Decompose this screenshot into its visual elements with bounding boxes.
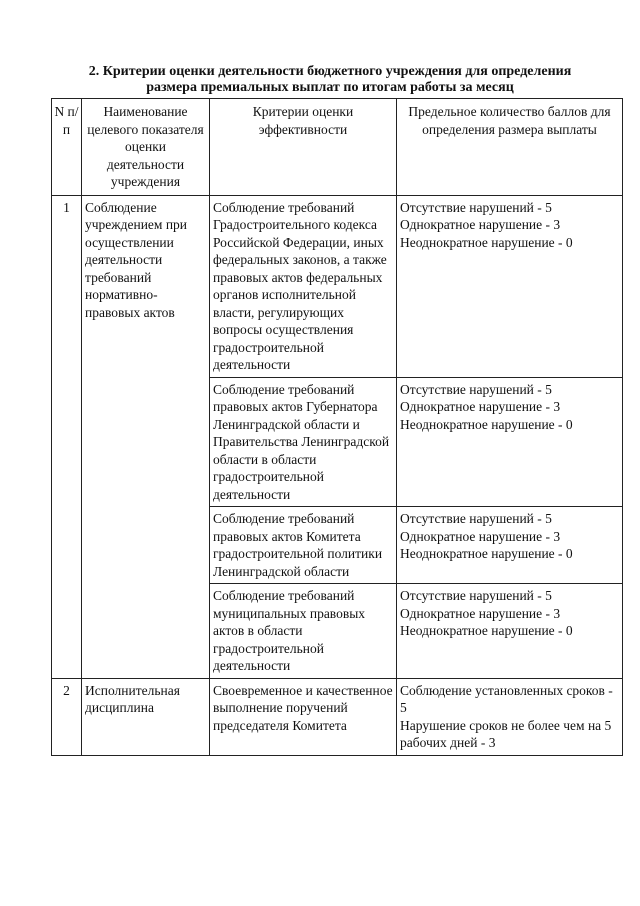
points-cell	[397, 195, 623, 377]
points-line: Однократное нарушение - 3	[400, 605, 561, 621]
points-line: Соблюдение установленных сроков - 5	[400, 682, 613, 715]
criteria-cell: Соблюдение требований правовых актов Губернатора Ленинградской области и Правительства Ленинградской области в области градостроительной деятельности	[210, 377, 397, 507]
heading-line-1: 2. Критерии оценки деятельности бюджетного учреждения для определения	[88, 64, 572, 79]
points-line: Однократное нарушение - 3	[400, 217, 561, 232]
points-line: Неоднократное нарушение - 0	[400, 416, 573, 432]
points-line: Отсутствие нарушений - 5	[400, 511, 552, 526]
points-line: Неоднократное нарушение - 0	[400, 234, 573, 250]
header-indicator: Наименование целевого показателя оценки деятельности учреждения	[82, 99, 210, 196]
points-cell	[397, 584, 623, 679]
points-line: Отсутствие нарушений - 5	[400, 199, 552, 215]
indicator-cell: Исполнительная дисциплина	[82, 678, 210, 755]
criteria-table	[51, 98, 623, 756]
header-points: Предельное количество баллов для определения размера выплаты	[397, 99, 623, 196]
points-line: Однократное нарушение - 3	[400, 399, 561, 414]
header-num: N п/п	[52, 99, 82, 196]
criteria-cell: Своевременное и качественное выполнение поручений председателя Комитета	[210, 678, 397, 755]
table-header-row	[52, 99, 623, 196]
criteria-cell: Соблюдение требований правовых актов Комитета градостроительной политики Ленинградской области	[210, 507, 397, 584]
document-heading	[50, 64, 610, 96]
row-number: 1	[52, 195, 82, 678]
row-number: 2	[52, 678, 82, 755]
points-cell	[397, 678, 623, 755]
points-line: Неоднократное нарушение - 0	[400, 623, 573, 638]
points-cell	[397, 377, 623, 507]
criteria-cell: Соблюдение требований муниципальных правовых актов в области градостроительной деятельности	[210, 584, 397, 679]
criteria-cell: Соблюдение требований Градостроительного кодекса Российской Федерации, иных федеральных законов, а также правовых актов федеральных органов исполнительной власти, регулирующих вопросы осуществления градостроительной деятельности	[210, 195, 397, 377]
table-row	[52, 678, 623, 755]
points-cell	[397, 507, 623, 584]
points-line: Нарушение сроков не более чем на 5 рабочих дней - 3	[400, 717, 612, 750]
points-line: Отсутствие нарушений - 5	[400, 588, 552, 603]
points-line: Неоднократное нарушение - 0	[400, 546, 573, 561]
heading-line-2: размера премиальных выплат по итогам работы за месяц	[146, 80, 514, 95]
table-row	[52, 195, 623, 377]
header-criteria: Критерии оценки эффективности	[210, 99, 397, 196]
points-line: Однократное нарушение - 3	[400, 528, 561, 544]
indicator-cell: Соблюдение учреждением при осуществлении деятельности требований нормативно-правовых актов	[82, 195, 210, 678]
points-line: Отсутствие нарушений - 5	[400, 381, 552, 397]
